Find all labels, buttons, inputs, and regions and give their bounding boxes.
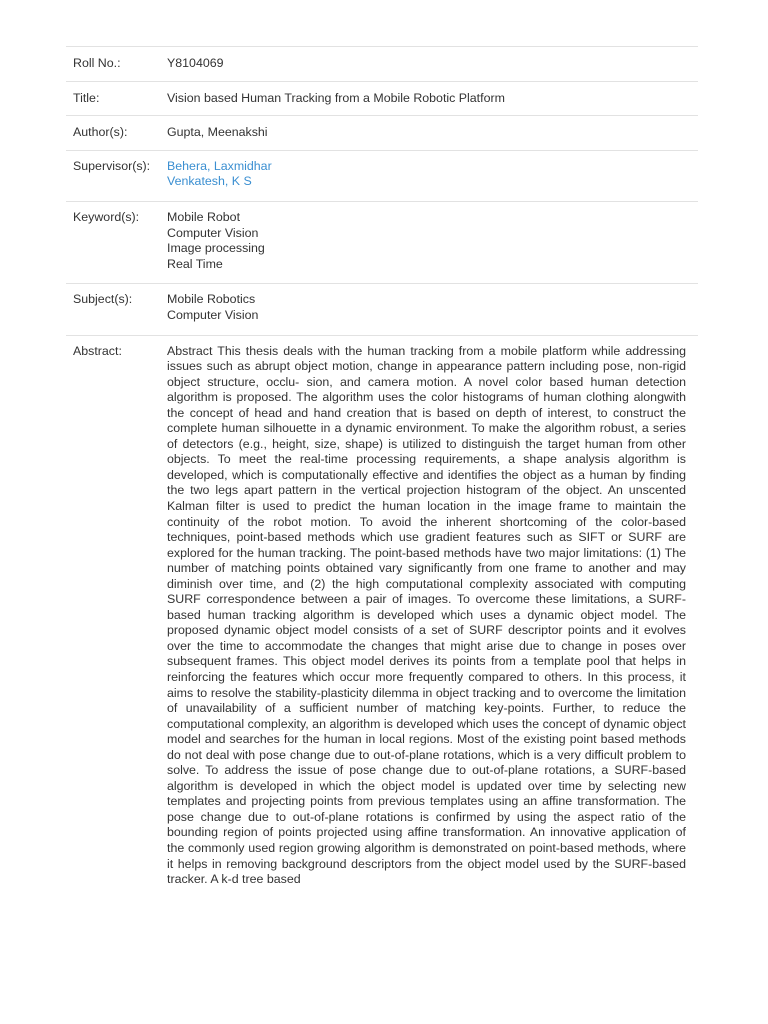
authors-row xyxy=(66,116,698,151)
supervisor-link[interactable]: Behera, Laxmidhar xyxy=(167,158,272,173)
abstract-label: Abstract: xyxy=(73,343,122,358)
supervisor-link[interactable]: Venkatesh, K S xyxy=(167,174,252,189)
title-row xyxy=(66,82,698,117)
thesis-record-table xyxy=(66,46,698,899)
keyword-item: Image processing xyxy=(167,241,265,256)
subjects-label: Subject(s): xyxy=(73,292,133,307)
keyword-item: Computer Vision xyxy=(167,225,259,240)
title-label: Title: xyxy=(73,90,100,105)
roll-number-row xyxy=(66,47,698,82)
keywords-label: Keyword(s): xyxy=(73,209,140,224)
subjects-list xyxy=(167,292,698,323)
roll-number-label: Roll No.: xyxy=(73,56,121,70)
authors-value: Gupta, Meenakshi xyxy=(167,125,268,140)
supervisors-list xyxy=(167,159,698,190)
supervisors-row xyxy=(66,151,698,202)
keywords-row xyxy=(66,202,698,284)
title-value: Vision based Human Tracking from a Mobile Robotic Platform xyxy=(167,90,505,105)
subject-item: Computer Vision xyxy=(167,307,259,322)
abstract-row xyxy=(66,336,698,899)
abstract-text: Abstract This thesis deals with the human tracking from a mobile platform while addressing issues such as abrupt object motion, change in appearance pattern including pose, non-rigid object structure, occlu- sion, and camera motion. A novel color based human detection algorithm is proposed. The algorithm uses the color histograms of human clothing alongwith the concept of head and hand creation that is based on depth of interest, to construct the complete human silhouette in a dynamic environment. To make the algorithm robust, a series of detectors (e.g., height, size, shape) is utilized to distinguish the target human from other objects. To meet the real-time processing requirements, a shape analysis algorithm is developed, which is computationally effective and identifies the object as a human by finding the two legs apart pattern in the vertical projection histogram of the object. An unscented Kalman filter is used to predict the human location in the image frame to maintain the continuity of the robot motion. To avoid the inherent shortcoming of the color-based techniques, point-based methods which use gradient features such as SIFT or SURF are explored for the human tracking. The point-based methods have two major limitations: (1) The number of matching points obtained vary significantly from one frame to another and may diminish over time, and (2) the high computational complexity associated with computing SURF correspondence between a pair of images. To overcome these limitations, a SURF-based human tracking algorithm is developed which uses a dynamic object model. The proposed dynamic object model consists of a set of SURF descriptor points and it evolves over the time to accommodate the changes that might arise due to change in poses over subsequent frames. This object model derives its points from a template pool that helps in reinforcing the features which occur more frequently compared to others. In this process, it aims to resolve the stability-plasticity dilemma in object tracking and to overcome the limitation of unavailability of a sufficient number of matching key-points. Further, to reduce the computational complexity, an algorithm is developed which uses the concept of dynamic object model and searches for the human in local regions. Most of the existing point based methods do not deal with pose change due to out-of-plane rotations, which is a very difficult problem to solve. To address the issue of pose change due to out-of-plane rotations, a SURF-based algorithm is developed in which the object model is updated over time by selecting new templates and projecting points from previous templates using an affine transformation. The pose change due to out-of-plane rotations is confirmed by using the aspect ratio of the bounding region of points projected using affine transformation. An innovative application of the commonly used region growing algorithm is demonstrated on point-based methods, where it helps in removing background descriptors from the object model used by the SURF-based tracker. A k-d tree based xyxy=(167,343,686,887)
roll-number-value: Y8104069 xyxy=(167,56,224,70)
keywords-list xyxy=(167,210,698,272)
supervisors-label: Supervisor(s): xyxy=(73,158,151,173)
subjects-row xyxy=(66,284,698,335)
subject-item: Mobile Robotics xyxy=(167,292,256,307)
keyword-item: Mobile Robot xyxy=(167,209,241,224)
keyword-item: Real Time xyxy=(167,256,223,271)
authors-label: Author(s): xyxy=(73,125,128,140)
